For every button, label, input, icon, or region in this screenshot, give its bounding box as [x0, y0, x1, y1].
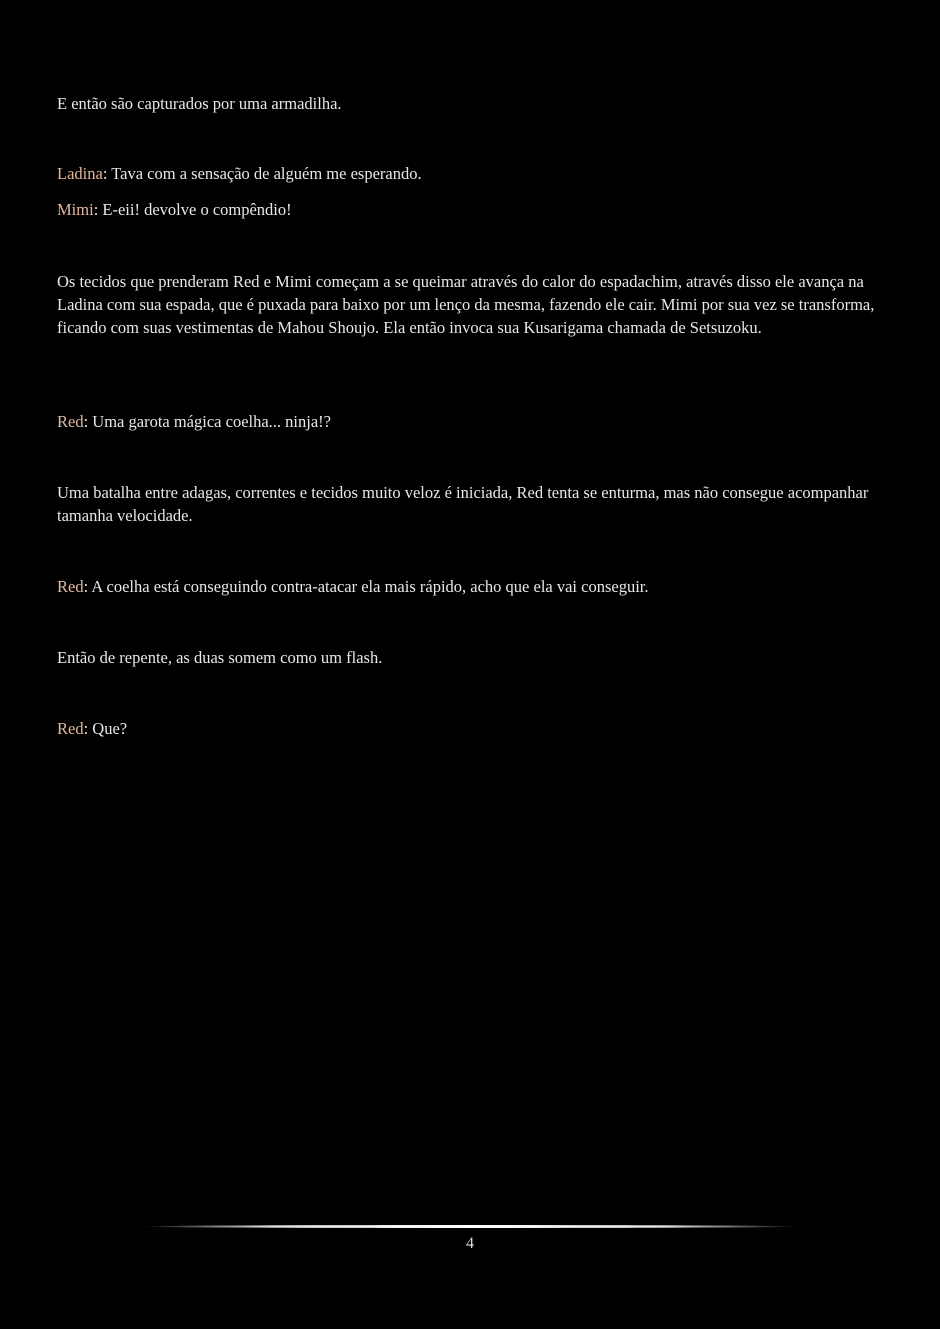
dialogue-line	[57, 198, 883, 221]
dialogue-text: : Que?	[83, 719, 128, 738]
speaker-name: Red	[57, 719, 84, 738]
narration-paragraph: Os tecidos que prenderam Red e Mimi começam a se queimar através do calor do espadachim, através disso ele avança na Ladina com sua espada, que é puxada para baixo por um lenço da mesma, fazendo ele cair. Mimi por sua vez se transforma, ficando com suas vestimentas de Mahou Shoujo. Ela então invoca sua Kusarigama chamada de Setsuzoku.	[57, 272, 875, 337]
dialogue-text: : Uma garota mágica coelha... ninja!?	[83, 412, 331, 431]
dialogue-text: : A coelha está conseguindo contra-atacar ela mais rápido, acho que ela vai conseguir.	[83, 577, 649, 596]
footer-divider	[140, 1225, 800, 1228]
dialogue-text: : E-eii! devolve o compêndio!	[93, 200, 292, 219]
narration-paragraph: Então de repente, as duas somem como um flash.	[57, 648, 383, 667]
speaker-name: Red	[57, 412, 84, 431]
narration-paragraph: E então são capturados por uma armadilha.	[57, 94, 342, 113]
dialogue-line	[57, 717, 883, 740]
page-number: 4	[466, 1235, 474, 1252]
speaker-name: Red	[57, 577, 84, 596]
dialogue-line	[57, 575, 883, 598]
speaker-name: Ladina	[57, 164, 103, 183]
dialogue-line	[57, 410, 883, 433]
dialogue-text: : Tava com a sensação de alguém me esperando.	[102, 164, 422, 183]
dialogue-line	[57, 162, 883, 185]
speaker-name: Mimi	[57, 200, 94, 219]
narration-paragraph: Uma batalha entre adagas, correntes e tecidos muito veloz é iniciada, Red tenta se enturma, mas não consegue acompanhar tamanha velocidade.	[57, 483, 869, 525]
